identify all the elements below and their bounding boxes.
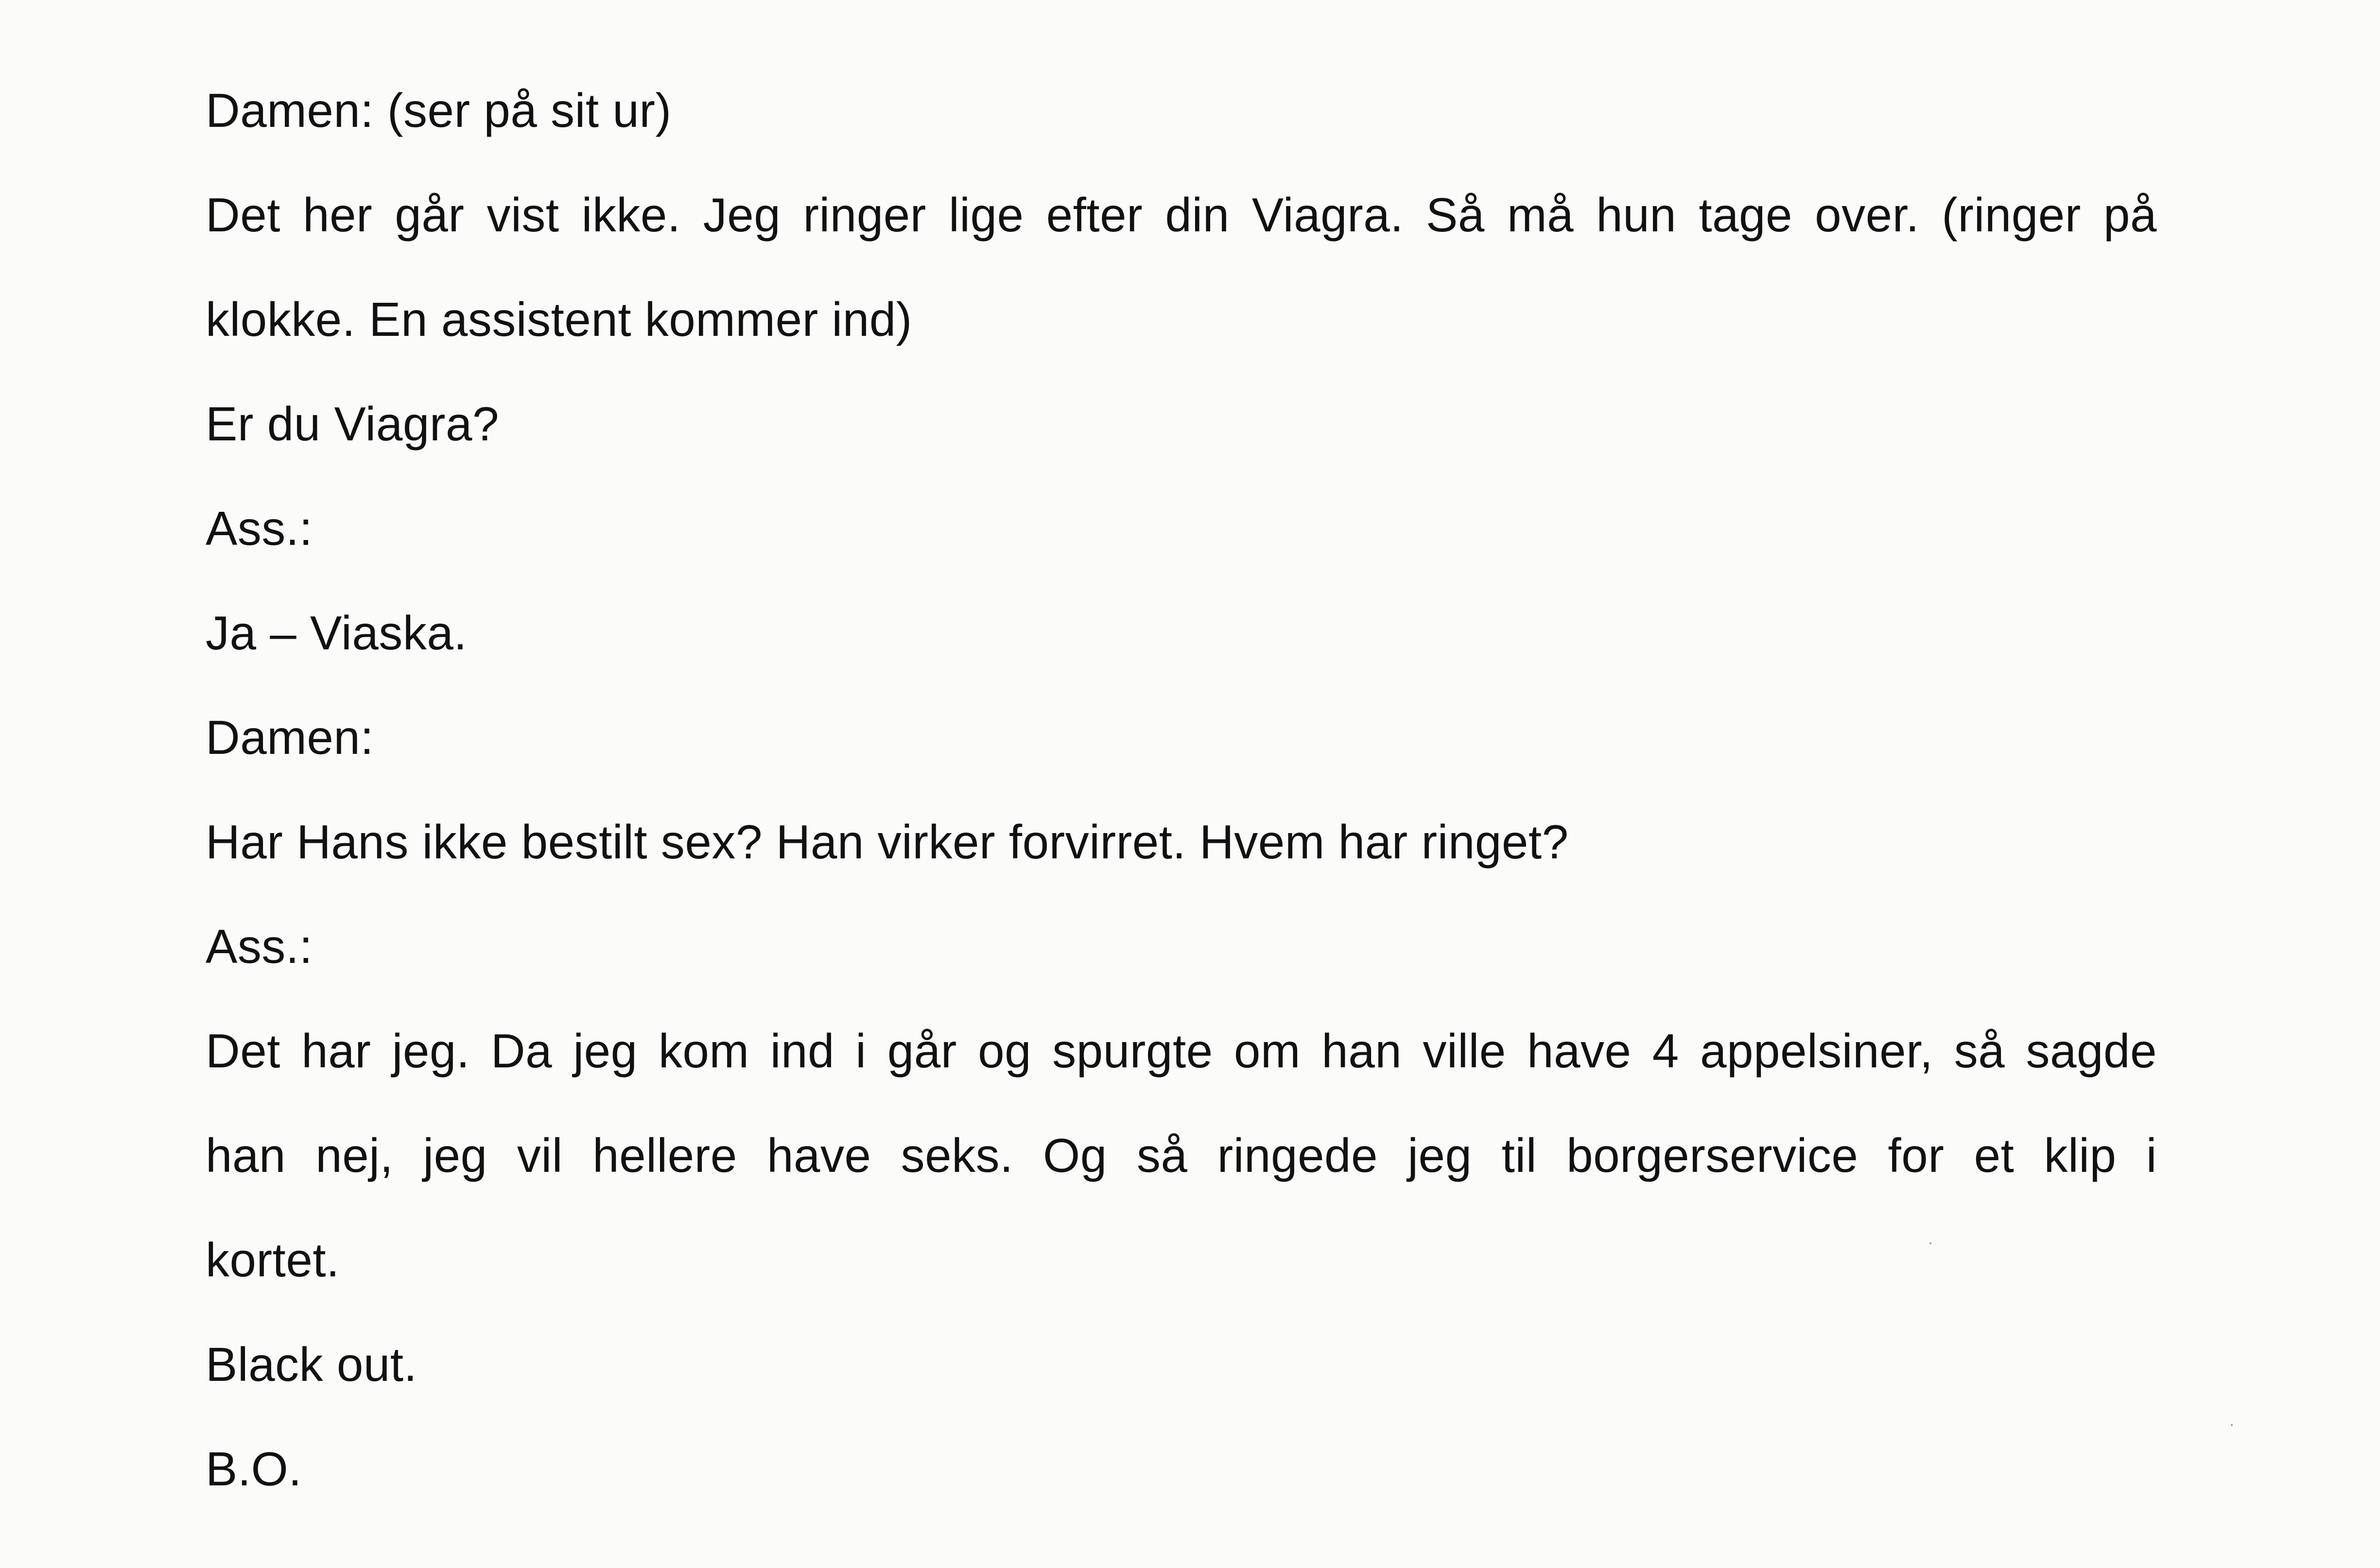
dialogue-line: han nej, jeg vil hellere have seks. Og så ringede jeg til borgerservice for et klip i — [206, 1129, 2157, 1182]
dialogue-line: Er du Viagra? — [206, 397, 499, 451]
speaker-label: Ass.: — [206, 920, 313, 973]
dialogue-line: Har Hans ikke bestilt sex? Han virker forvirret. Hvem har ringet? — [206, 815, 1569, 869]
stage-direction-line: Damen: (ser på sit ur) — [206, 84, 672, 137]
dialogue-line: Det har jeg. Da jeg kom ind i går og spurgte om han ville have 4 appelsiner, så sagde — [206, 1024, 2157, 1078]
speaker-label: Ass.: — [206, 502, 313, 555]
stage-direction-line: B.O. — [206, 1442, 302, 1496]
speaker-label: Damen: — [206, 711, 374, 764]
dialogue-line: klokke. En assistent kommer ind) — [206, 293, 912, 346]
dialogue-line: Det her går vist ikke. Jeg ringer lige efter din Viagra. Så må hun tage over. (ringer på — [206, 188, 2157, 242]
paper-speck — [2231, 1424, 2233, 1426]
script-text — [206, 58, 2157, 1521]
dialogue-line: kortet. — [206, 1233, 340, 1287]
dialogue-line: Ja – Viaska. — [206, 606, 468, 660]
paper-speck — [1929, 1242, 1931, 1244]
stage-direction-line: Black out. — [206, 1338, 417, 1391]
